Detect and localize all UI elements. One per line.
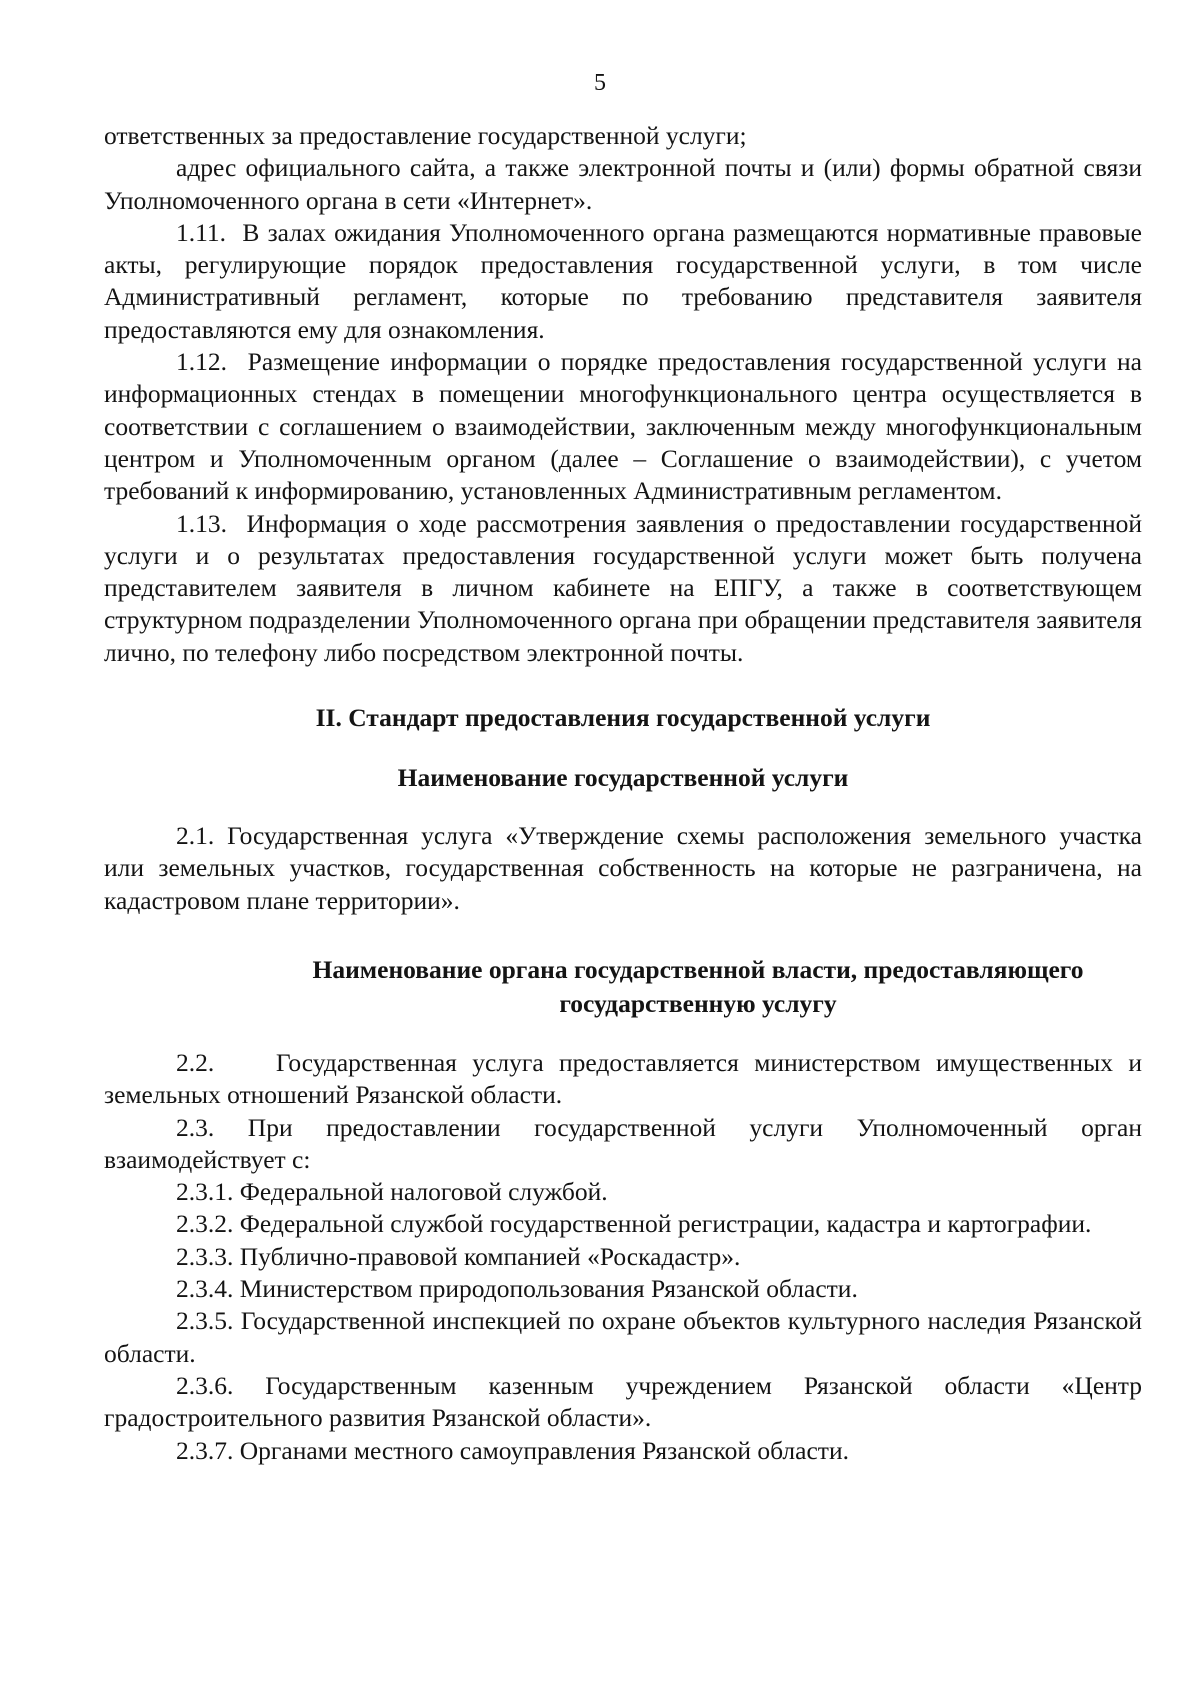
paragraph-2-2: 2.2. Государственная услуга предоставляется министерством имущественных и земельных отношений Рязанской области. — [104, 1047, 1142, 1110]
paragraph-2-3-5: 2.3.5. Государственной инспекцией по охране объектов культурного наследия Рязанской области. — [104, 1306, 1142, 1368]
subheading-authority-name — [104, 953, 1142, 1021]
paragraph-1-13: 1.13. Информация о ходе рассмотрения заявления о предоставлении государственной услуги и о результатах предоставления государственной услуги может быть получена представителем заявителя в личном кабинете на ЕПГУ, а также в соответствующем структурном подразделении Уполномоченного органа при обращении представителя заявителя лично, по телефону либо посредством электронной почты. — [104, 508, 1142, 667]
subheading-authority-line-1: Наименование органа государственной власти, предоставляющего — [312, 954, 1084, 984]
paragraph-1-11: 1.11. В залах ожидания Уполномоченного органа размещаются нормативные правовые акты, регулирующие порядок предоставления государственной услуги, в том числе Административный регламент, которые по требованию представителя заявителя предоставляются ему для ознакомления. — [104, 217, 1142, 344]
paragraph-2-3-7: 2.3.7. Органами местного самоуправления Рязанской области. — [176, 1435, 849, 1465]
subheading-authority-line-2: государственную услугу — [559, 988, 837, 1018]
page-number: 5 — [594, 70, 606, 96]
paragraph-2-3: 2.3. При предоставлении государственной услуги Уполномоченный орган взаимодействует с: — [104, 1112, 1142, 1174]
paragraph-2-3-1: 2.3.1. Федеральной налоговой службой. — [176, 1177, 608, 1207]
section-title: II. Стандарт предоставления государственной услуги — [315, 703, 931, 733]
paragraph-2-3-3: 2.3.3. Публично-правовой компанией «Роскадастр». — [176, 1241, 741, 1271]
paragraph-2-1: 2.1. Государственная услуга «Утверждение схемы расположения земельного участка или земельных участков, государственная собственность на которые не разграничена, на кадастровом плане территории». — [104, 821, 1142, 915]
paragraph-1-12: 1.12. Размещение информации о порядке предоставления государственной услуги на информационных стендах в помещении многофункционального центра осуществляется в соответствии с соглашением о взаимодействии, заключенным между многофункциональным центром и Уполномоченным органом (далее – Соглашение о взаимодействии), с учетом требований к информированию, установленных Административным регламентом. — [104, 347, 1142, 506]
document-body — [104, 120, 1142, 1467]
paragraph-2-3-4: 2.3.4. Министерством природопользования Рязанской области. — [176, 1274, 858, 1304]
subheading-service-name: Наименование государственной услуги — [397, 763, 849, 793]
paragraph-2-3-2: 2.3.2. Федеральной службой государственной регистрации, кадастра и картографии. — [176, 1209, 1092, 1239]
paragraph-continuation: ответственных за предоставление государственной услуги; — [104, 121, 747, 150]
paragraph-website-address: адрес официального сайта, а также электронной почты и (или) формы обратной связи Уполномоченного органа в сети «Интернет». — [104, 153, 1142, 215]
paragraph-2-3-6: 2.3.6. Государственным казенным учреждением Рязанской области «Центр градостроительного развития Рязанской области». — [104, 1370, 1142, 1433]
